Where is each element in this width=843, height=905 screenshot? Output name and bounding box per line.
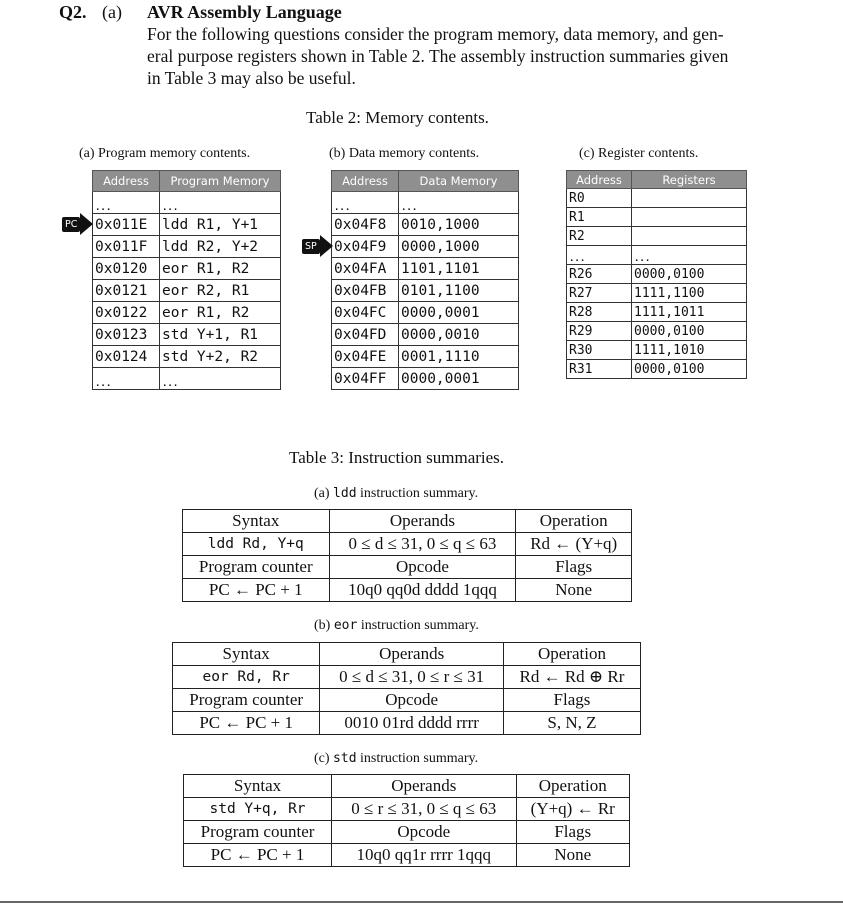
pointer-arrow-icon bbox=[320, 235, 333, 257]
program-memory-row bbox=[93, 302, 281, 324]
address-cell: 0x0120 bbox=[93, 258, 160, 280]
data-memory-row bbox=[332, 302, 519, 324]
value-cell: ldd R1, Y+1 bbox=[160, 214, 281, 236]
address-cell: ... bbox=[332, 192, 399, 214]
header-cell: Program counter bbox=[183, 556, 330, 579]
header-cell: Syntax bbox=[183, 510, 330, 533]
value-cell: 0010,1000 bbox=[399, 214, 519, 236]
address-cell: 0x04FF bbox=[332, 368, 399, 390]
value-cell: 1111,1100 bbox=[632, 284, 747, 303]
value-cell: 1101,1101 bbox=[399, 258, 519, 280]
body-line: in Table 3 may also be useful. bbox=[147, 68, 356, 88]
body-line: eral purpose registers shown in Table 2. The assembly instruction summaries given bbox=[147, 46, 729, 66]
address-cell: R30 bbox=[567, 341, 632, 360]
address-cell: 0x04FC bbox=[332, 302, 399, 324]
pc-cell: PC ← PC + 1 bbox=[183, 579, 330, 602]
column-header: Address bbox=[332, 171, 399, 192]
sp-label: SP bbox=[302, 239, 320, 254]
value-cell: 0000,0001 bbox=[399, 368, 519, 390]
data-memory-table bbox=[331, 170, 519, 390]
value-cell: 0001,1110 bbox=[399, 346, 519, 368]
address-cell: R29 bbox=[567, 322, 632, 341]
value-cell: std Y+1, R1 bbox=[160, 324, 281, 346]
opcode-cell: 0010 01rd dddd rrrr bbox=[320, 712, 504, 735]
table2-caption: Table 2: Memory contents. bbox=[306, 108, 489, 127]
register-row bbox=[567, 227, 747, 246]
register-row bbox=[567, 208, 747, 227]
column-header: Address bbox=[93, 171, 160, 192]
flags-cell: S, N, Z bbox=[503, 712, 640, 735]
value-cell: std Y+2, R2 bbox=[160, 346, 281, 368]
address-cell: R1 bbox=[567, 208, 632, 227]
register-row bbox=[567, 189, 747, 208]
syntax-cell: ldd Rd, Y+q bbox=[183, 533, 330, 556]
page-bottom-rule bbox=[0, 901, 843, 903]
program-memory-caption: (a) Program memory contents. bbox=[79, 146, 251, 161]
address-cell: R27 bbox=[567, 284, 632, 303]
column-header: Data Memory bbox=[399, 171, 519, 192]
register-row bbox=[567, 360, 747, 379]
stack-pointer bbox=[302, 235, 333, 257]
operands-cell: 0 ≤ d ≤ 31, 0 ≤ q ≤ 63 bbox=[329, 533, 516, 556]
operands-cell: 0 ≤ r ≤ 31, 0 ≤ q ≤ 63 bbox=[332, 798, 516, 821]
value-cell: eor R1, R2 bbox=[160, 302, 281, 324]
value-cell: 0000,0100 bbox=[632, 360, 747, 379]
question-number: Q2. bbox=[59, 2, 87, 22]
data-memory-row bbox=[332, 236, 519, 258]
flags-cell: None bbox=[516, 844, 630, 867]
question-part: (a) bbox=[102, 2, 122, 22]
data-memory-row bbox=[332, 192, 519, 214]
address-cell: R31 bbox=[567, 360, 632, 379]
operation-cell: Rd ← Rd ⊕ Rr bbox=[503, 666, 640, 689]
data-memory-caption: (b) Data memory contents. bbox=[329, 146, 480, 161]
data-memory-row bbox=[332, 214, 519, 236]
data-memory-row bbox=[332, 368, 519, 390]
value-cell: eor R1, R2 bbox=[160, 258, 281, 280]
value-cell: ... bbox=[632, 246, 747, 265]
value-cell: 0000,0100 bbox=[632, 322, 747, 341]
body-line: For the following questions consider the program memory, data memory, and gen- bbox=[147, 24, 724, 44]
opcode-cell: 10q0 qq0d dddd 1qqq bbox=[329, 579, 516, 602]
address-cell: 0x04FD bbox=[332, 324, 399, 346]
program-memory-rows bbox=[93, 192, 281, 390]
value-cell: ... bbox=[399, 192, 519, 214]
program-memory-row bbox=[93, 346, 281, 368]
flags-cell: None bbox=[516, 579, 632, 602]
pc-label: PC bbox=[62, 217, 80, 232]
address-cell: ... bbox=[93, 368, 160, 390]
data-memory-row bbox=[332, 346, 519, 368]
column-header: Registers bbox=[632, 171, 747, 189]
header-cell: Opcode bbox=[329, 556, 516, 579]
value-cell: ... bbox=[160, 192, 281, 214]
operation-cell: (Y+q) ← Rr bbox=[516, 798, 630, 821]
register-row bbox=[567, 341, 747, 360]
value-cell: 0000,0001 bbox=[399, 302, 519, 324]
data-memory-rows bbox=[332, 192, 519, 390]
address-cell: R26 bbox=[567, 265, 632, 284]
data-memory-row bbox=[332, 280, 519, 302]
value-cell: 1111,1010 bbox=[632, 341, 747, 360]
address-cell: R28 bbox=[567, 303, 632, 322]
register-table bbox=[566, 170, 747, 379]
question-body bbox=[147, 23, 757, 89]
header-cell: Syntax bbox=[184, 775, 332, 798]
ldd-summary-table bbox=[182, 509, 632, 602]
header-cell: Program counter bbox=[173, 689, 320, 712]
value-cell: 0000,0100 bbox=[632, 265, 747, 284]
address-cell: 0x04F9 bbox=[332, 236, 399, 258]
header-cell: Operands bbox=[320, 643, 504, 666]
header-cell: Flags bbox=[516, 556, 632, 579]
address-cell: 0x011E bbox=[93, 214, 160, 236]
eor-summary-table bbox=[172, 642, 641, 735]
data-memory-row bbox=[332, 258, 519, 280]
operation-cell: Rd ← (Y+q) bbox=[516, 533, 632, 556]
value-cell: ldd R2, Y+2 bbox=[160, 236, 281, 258]
column-header: Address bbox=[567, 171, 632, 189]
register-row bbox=[567, 265, 747, 284]
value-cell: ... bbox=[160, 368, 281, 390]
program-memory-row bbox=[93, 368, 281, 390]
value-cell bbox=[632, 189, 747, 208]
address-cell: 0x0123 bbox=[93, 324, 160, 346]
syntax-cell: eor Rd, Rr bbox=[173, 666, 320, 689]
question-title: AVR Assembly Language bbox=[147, 2, 342, 22]
column-header: Program Memory bbox=[160, 171, 281, 192]
address-cell: 0x0121 bbox=[93, 280, 160, 302]
register-row bbox=[567, 303, 747, 322]
eor-caption: (b) eor instruction summary. bbox=[314, 618, 479, 633]
header-cell: Syntax bbox=[173, 643, 320, 666]
register-row bbox=[567, 284, 747, 303]
std-caption: (c) std instruction summary. bbox=[314, 751, 479, 766]
value-cell: 0000,0010 bbox=[399, 324, 519, 346]
pointer-arrow-icon bbox=[80, 213, 93, 235]
pc-cell: PC ← PC + 1 bbox=[173, 712, 320, 735]
data-memory-row bbox=[332, 324, 519, 346]
program-memory-row bbox=[93, 192, 281, 214]
register-caption: (c) Register contents. bbox=[579, 146, 699, 161]
syntax-cell: std Y+q, Rr bbox=[184, 798, 332, 821]
pc-cell: PC ← PC + 1 bbox=[184, 844, 332, 867]
header-cell: Operation bbox=[516, 510, 632, 533]
register-rows bbox=[567, 189, 747, 379]
address-cell: ... bbox=[567, 246, 632, 265]
header-cell: Operation bbox=[503, 643, 640, 666]
value-cell: eor R2, R1 bbox=[160, 280, 281, 302]
header-cell: Operands bbox=[332, 775, 516, 798]
program-memory-row bbox=[93, 324, 281, 346]
ldd-caption: (a) ldd instruction summary. bbox=[314, 486, 479, 501]
header-cell: Operation bbox=[516, 775, 630, 798]
register-row bbox=[567, 246, 747, 265]
program-memory-row bbox=[93, 258, 281, 280]
value-cell bbox=[632, 227, 747, 246]
register-row bbox=[567, 322, 747, 341]
header-cell: Opcode bbox=[320, 689, 504, 712]
operands-cell: 0 ≤ d ≤ 31, 0 ≤ r ≤ 31 bbox=[320, 666, 504, 689]
header-cell: Program counter bbox=[184, 821, 332, 844]
address-cell: 0x04FB bbox=[332, 280, 399, 302]
address-cell: R0 bbox=[567, 189, 632, 208]
header-cell: Opcode bbox=[332, 821, 516, 844]
std-summary-table bbox=[183, 774, 630, 867]
table3-caption: Table 3: Instruction summaries. bbox=[289, 448, 505, 467]
address-cell: 0x011F bbox=[93, 236, 160, 258]
address-cell: 0x0124 bbox=[93, 346, 160, 368]
program-counter-pointer bbox=[62, 213, 93, 235]
address-cell: R2 bbox=[567, 227, 632, 246]
address-cell: 0x04FA bbox=[332, 258, 399, 280]
address-cell: 0x04F8 bbox=[332, 214, 399, 236]
value-cell bbox=[632, 208, 747, 227]
program-memory-row bbox=[93, 214, 281, 236]
program-memory-row bbox=[93, 280, 281, 302]
opcode-cell: 10q0 qq1r rrrr 1qqq bbox=[332, 844, 516, 867]
program-memory-table bbox=[92, 170, 281, 390]
value-cell: 0101,1100 bbox=[399, 280, 519, 302]
program-memory-row bbox=[93, 236, 281, 258]
value-cell: 1111,1011 bbox=[632, 303, 747, 322]
address-cell: ... bbox=[93, 192, 160, 214]
value-cell: 0000,1000 bbox=[399, 236, 519, 258]
address-cell: 0x0122 bbox=[93, 302, 160, 324]
header-cell: Flags bbox=[516, 821, 630, 844]
header-cell: Flags bbox=[503, 689, 640, 712]
header-cell: Operands bbox=[329, 510, 516, 533]
address-cell: 0x04FE bbox=[332, 346, 399, 368]
